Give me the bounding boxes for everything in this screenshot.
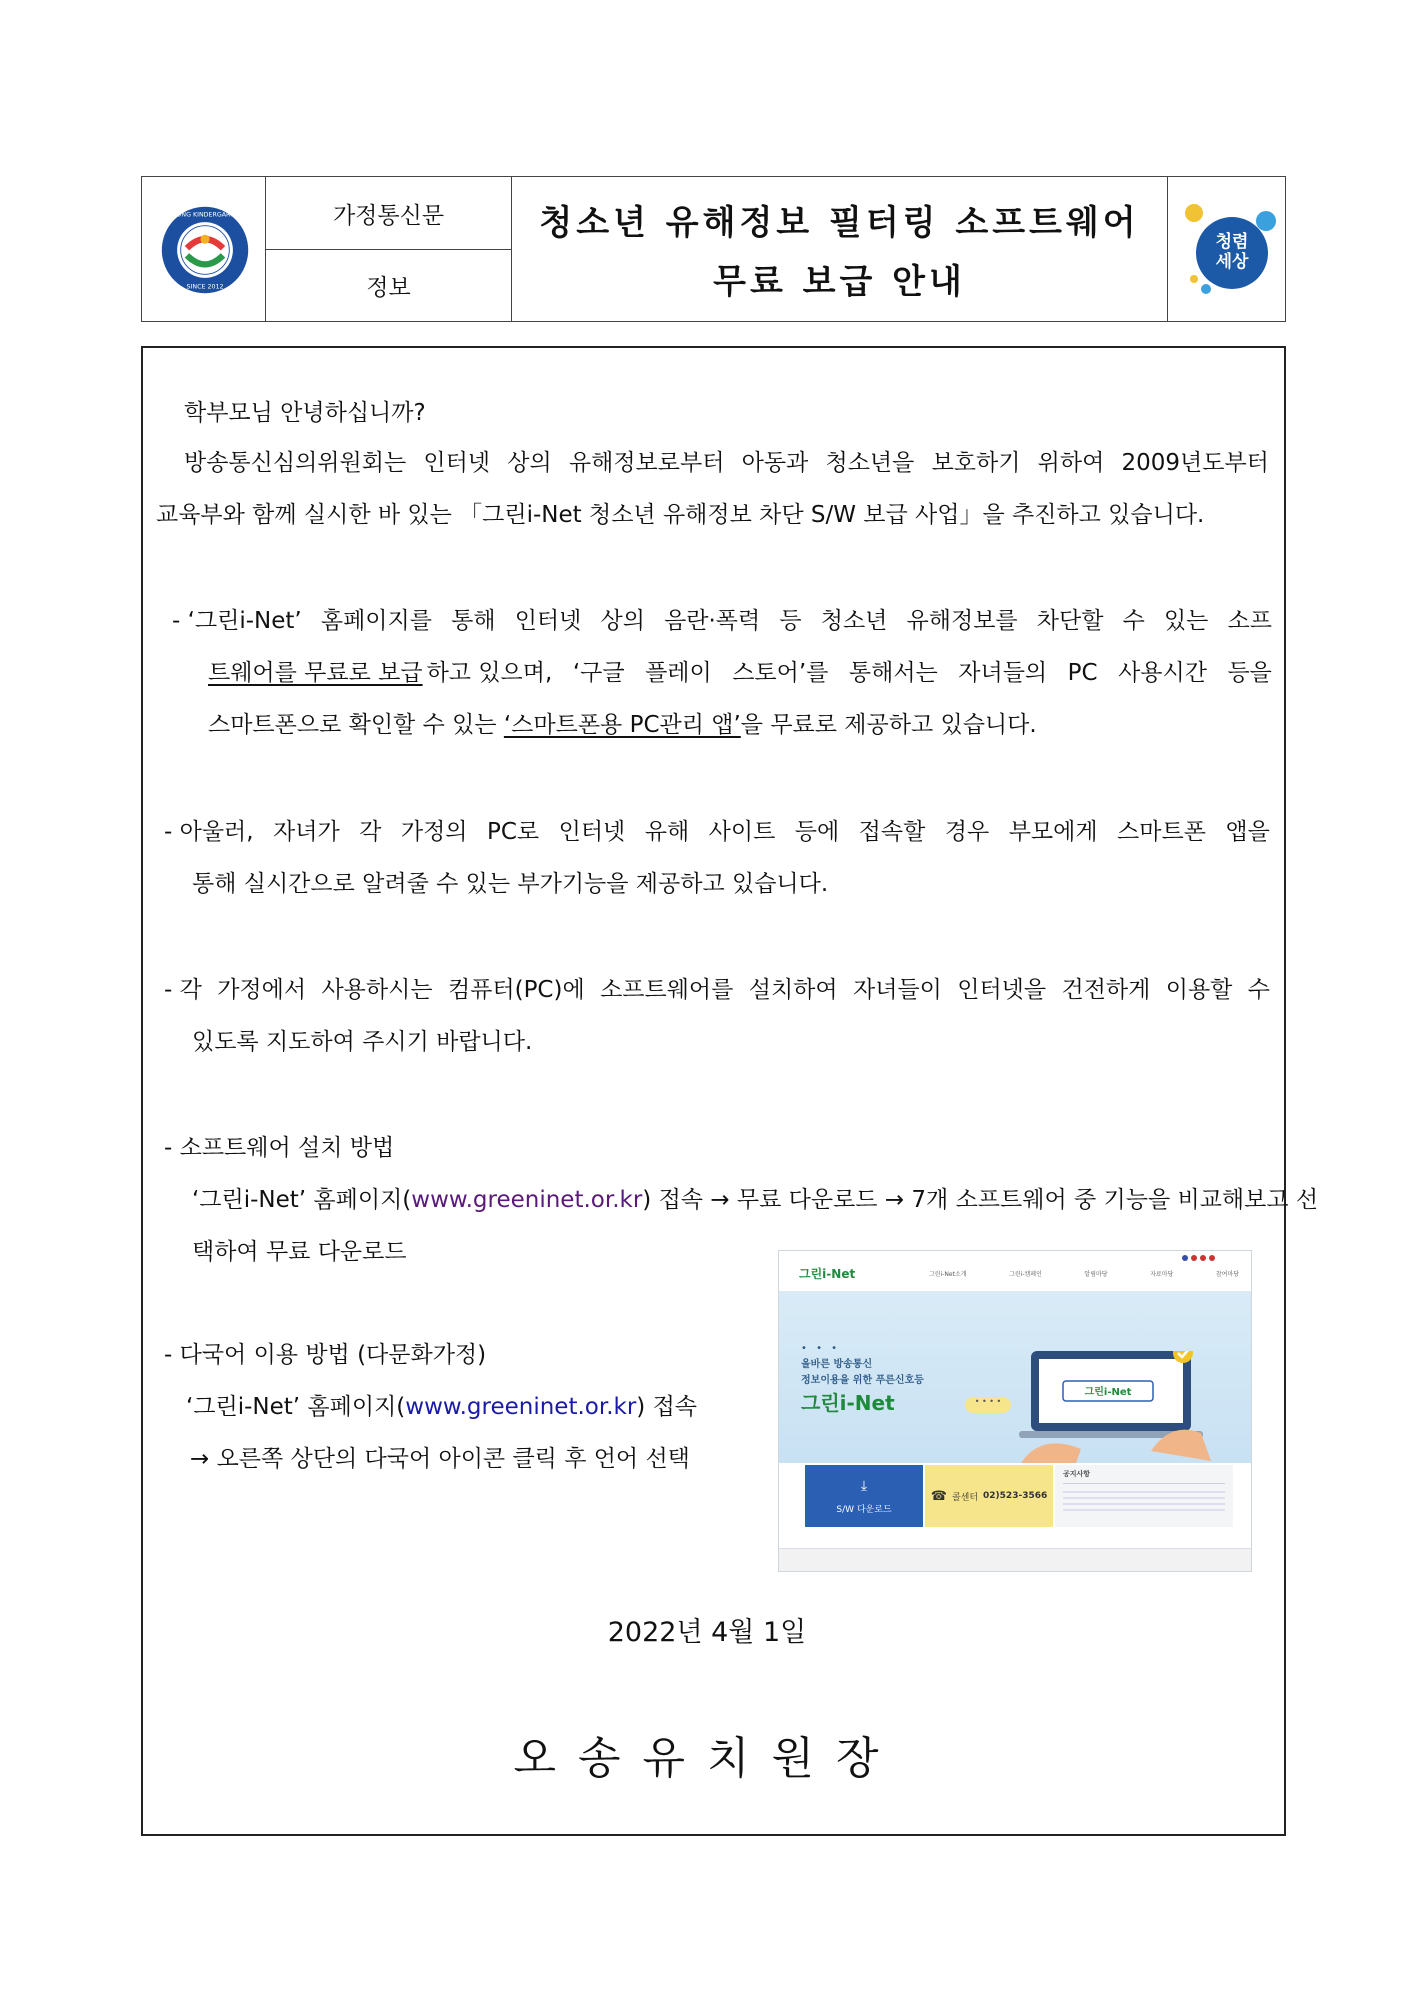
intro-word: 청소년을 — [825, 450, 915, 476]
bullet2-word: 경우 — [944, 819, 990, 845]
bullet1-word: 자녀들의 — [958, 660, 1048, 686]
intro-word: 위하여 — [1037, 450, 1105, 476]
site-nav-item[interactable]: 그린i-Net소개 — [929, 1271, 967, 1278]
bullet1-word: 등 — [779, 608, 802, 634]
pc-app-underline: ‘스마트폰용 PC관리 앱’ — [503, 712, 741, 738]
logo-cell — [142, 177, 266, 321]
greeting: 학부모님 안녕하십니까? — [184, 400, 426, 426]
intro-paragraph-line2: 교육부와 함께 실시한 바 있는 「그린i-Net 청소년 유해정보 차단 S/W 보급 사업」을 추진하고 있습니다. — [156, 502, 1205, 528]
language-icons[interactable] — [1182, 1255, 1215, 1261]
bullet2-word: 스마트폰 — [1117, 819, 1206, 845]
install-heading: - 소프트웨어 설치 방법 — [164, 1135, 395, 1161]
site-nav-item[interactable]: 참여마당 — [1215, 1271, 1239, 1278]
bullet2-word: - 아울러, — [164, 819, 254, 845]
bullet1-word: - ‘그린i-Net’ — [172, 608, 302, 634]
bullet1-word: 음란·폭력 — [664, 608, 761, 634]
bullet3-word: 수 — [1247, 977, 1270, 1003]
bullet2-word: 유해 — [644, 819, 690, 845]
bullet1-word: 통해서는 — [848, 660, 938, 686]
bullet3-word: 가정에서 — [217, 977, 307, 1003]
language-heading: - 다국어 이용 방법 (다문화가정) — [164, 1342, 487, 1368]
bullet2-word: 사이트 — [708, 819, 776, 845]
bullet2-word: 인터넷 — [558, 819, 626, 845]
bullet3-word: 자녀들이 — [853, 977, 942, 1003]
svg-text:청렴: 청렴 — [1215, 232, 1249, 252]
bullet2-line1 — [164, 817, 1270, 847]
svg-text:그린i-Net: 그린i-Net — [1084, 1387, 1132, 1398]
headset-icon: ☎ — [930, 1488, 947, 1504]
svg-text:OSONG KINDERGARTEN: OSONG KINDERGARTEN — [167, 211, 243, 219]
integrity-badge — [1180, 195, 1276, 303]
bullet1-word: 인터넷 — [514, 608, 582, 634]
intro-word: 인터넷 — [423, 450, 491, 476]
bullet1-word: 상의 — [600, 608, 645, 634]
language-steps-line3: → 오른쪽 상단의 다국어 아이콘 클릭 후 언어 선택 — [190, 1446, 690, 1472]
bullet2-word: 부모에게 — [1008, 819, 1098, 845]
bullet1-word: 청소년 — [820, 608, 888, 634]
bullet1-word: 유해정보를 — [906, 608, 1018, 634]
intro-word: 2009년도부터 — [1121, 450, 1269, 476]
bullet3-word: 설치하여 — [748, 977, 838, 1003]
bullet1-line1 — [172, 606, 1272, 636]
bullet2-word: 자녀가 — [273, 819, 340, 845]
site-nav-item[interactable]: 자료마당 — [1150, 1271, 1174, 1278]
download-icon: ⤓ — [860, 1477, 868, 1494]
language-steps: ‘그린i-Net’ 홈페이지(www.greeninet.or.kr) 접속 — [186, 1394, 698, 1420]
bullet1-word: 사용시간 — [1118, 660, 1207, 686]
bullet1-word: ‘구글 — [572, 660, 625, 686]
bullet2-word: 등에 — [794, 819, 840, 845]
bullet1-line2 — [208, 658, 1272, 688]
notice-box[interactable]: 공지사항 — [1055, 1465, 1233, 1527]
bullet1-word: 소프 — [1227, 608, 1272, 634]
hero-line2: 정보이용을 위한 푸른신호등 — [801, 1375, 924, 1386]
bullet2-line2: 통해 실시간으로 알려줄 수 있는 부가기능을 제공하고 있습니다. — [192, 871, 829, 897]
install-steps-line2: 택하여 무료 다운로드 — [192, 1239, 407, 1265]
bullet1-word: 수 — [1122, 608, 1145, 634]
install-steps: ‘그린i-Net’ 홈페이지(www.greeninet.or.kr) 접속 → 무료 다운로드 → 7개 소프트웨어 중 기능을 비교해보고 선 — [192, 1187, 1319, 1213]
bullet1-word: 스토어’를 — [732, 660, 829, 686]
bullet1-word: 등을 — [1227, 660, 1272, 686]
bullet2-word: PC로 — [486, 819, 540, 845]
bullet1-word: 있는 — [1163, 608, 1209, 634]
bullet3-word: - 각 — [164, 977, 202, 1003]
title-cell — [512, 177, 1168, 321]
site-quick-links — [779, 1463, 1251, 1543]
site-logo: 그린i-Net — [799, 1267, 856, 1281]
svg-text:SINCE 2012: SINCE 2012 — [186, 283, 224, 291]
bullet2-word: 가정의 — [400, 819, 468, 845]
intro-word: 보호하기 — [931, 450, 1021, 476]
greeninet-website-screenshot — [778, 1250, 1252, 1572]
bullet3-word: 소프트웨어를 — [600, 977, 734, 1003]
site-footer — [779, 1548, 1251, 1571]
site-nav — [929, 1269, 1239, 1278]
signature: 오송유치원장 — [513, 1733, 901, 1784]
badge-cell — [1168, 177, 1285, 321]
bullet1-word: PC — [1067, 660, 1098, 686]
bullet1-word: 통해 — [451, 608, 496, 634]
call-center-button[interactable]: ☎ 콜센터 02)523-3566 — [925, 1465, 1053, 1527]
svg-text:세상: 세상 — [1215, 252, 1249, 272]
bullet2-word: 각 — [359, 819, 382, 845]
category-label: 가정통신문 — [266, 177, 511, 250]
bullet1-word: 홈페이지를 — [320, 608, 432, 634]
greeninet-link-2[interactable]: www.greeninet.or.kr — [405, 1394, 637, 1420]
bullet1-line3: 스마트폰으로 확인할 수 있는 ‘스마트폰용 PC관리 앱’을 무료로 제공하고 있습니다. — [208, 712, 1037, 738]
kindergarten-logo — [160, 205, 250, 295]
greeninet-link[interactable]: www.greeninet.or.kr — [411, 1187, 643, 1213]
bullet2-word: 앱을 — [1225, 819, 1270, 845]
bullet1-word: 차단할 — [1036, 608, 1104, 634]
bullet3-line1 — [164, 975, 1270, 1005]
site-hero: • • • 올바른 방송통신 정보이용을 위한 푸른신호등 그린i-Net 그린i-Net • • • • — [779, 1291, 1251, 1463]
header-table — [141, 176, 1286, 322]
bullet3-word: 인터넷을 — [957, 977, 1047, 1003]
laptop-illustration — [1011, 1351, 1231, 1463]
software-free-underline: 트웨어를 무료로 보급 — [208, 660, 423, 686]
intro-word: 방송통신심의위원회는 — [184, 450, 407, 476]
site-nav-item[interactable]: 그린i-캠페인 — [1009, 1271, 1042, 1278]
document-title-line1: 청소년 유해정보 필터링 소프트웨어 — [539, 203, 1140, 243]
hero-brand: 그린i-Net — [801, 1391, 895, 1415]
bullet3-word: 이용할 — [1165, 977, 1233, 1003]
intro-word: 아동과 — [741, 450, 809, 476]
site-nav-item[interactable]: 알림마당 — [1084, 1271, 1108, 1278]
category-cell — [266, 177, 512, 321]
intro-word: 유해정보로부터 — [568, 450, 725, 476]
bullet1-word: 플레이 — [645, 660, 712, 686]
bullet3-line2: 있도록 지도하여 주시기 바랍니다. — [192, 1029, 533, 1055]
site-header — [779, 1251, 1251, 1292]
intro-word: 상의 — [507, 450, 552, 476]
category-sub-label: 정보 — [366, 275, 411, 301]
issue-date: 2022년 4월 1일 — [607, 1617, 807, 1648]
intro-paragraph-line1 — [184, 448, 1269, 478]
bullet3-word: 컴퓨터(PC)에 — [447, 977, 585, 1003]
bullet3-word: 건전하게 — [1061, 977, 1151, 1003]
bullet3-word: 사용하시는 — [321, 977, 433, 1003]
document-title-line2: 무료 보급 안내 — [713, 262, 966, 302]
sw-download-button[interactable]: ⤓ S/W 다운로드 — [805, 1465, 923, 1527]
hero-line1: 올바른 방송통신 — [801, 1359, 873, 1370]
bullet1-word: 하고 있으며, — [426, 660, 553, 686]
bullet2-word: 접속할 — [858, 819, 926, 845]
